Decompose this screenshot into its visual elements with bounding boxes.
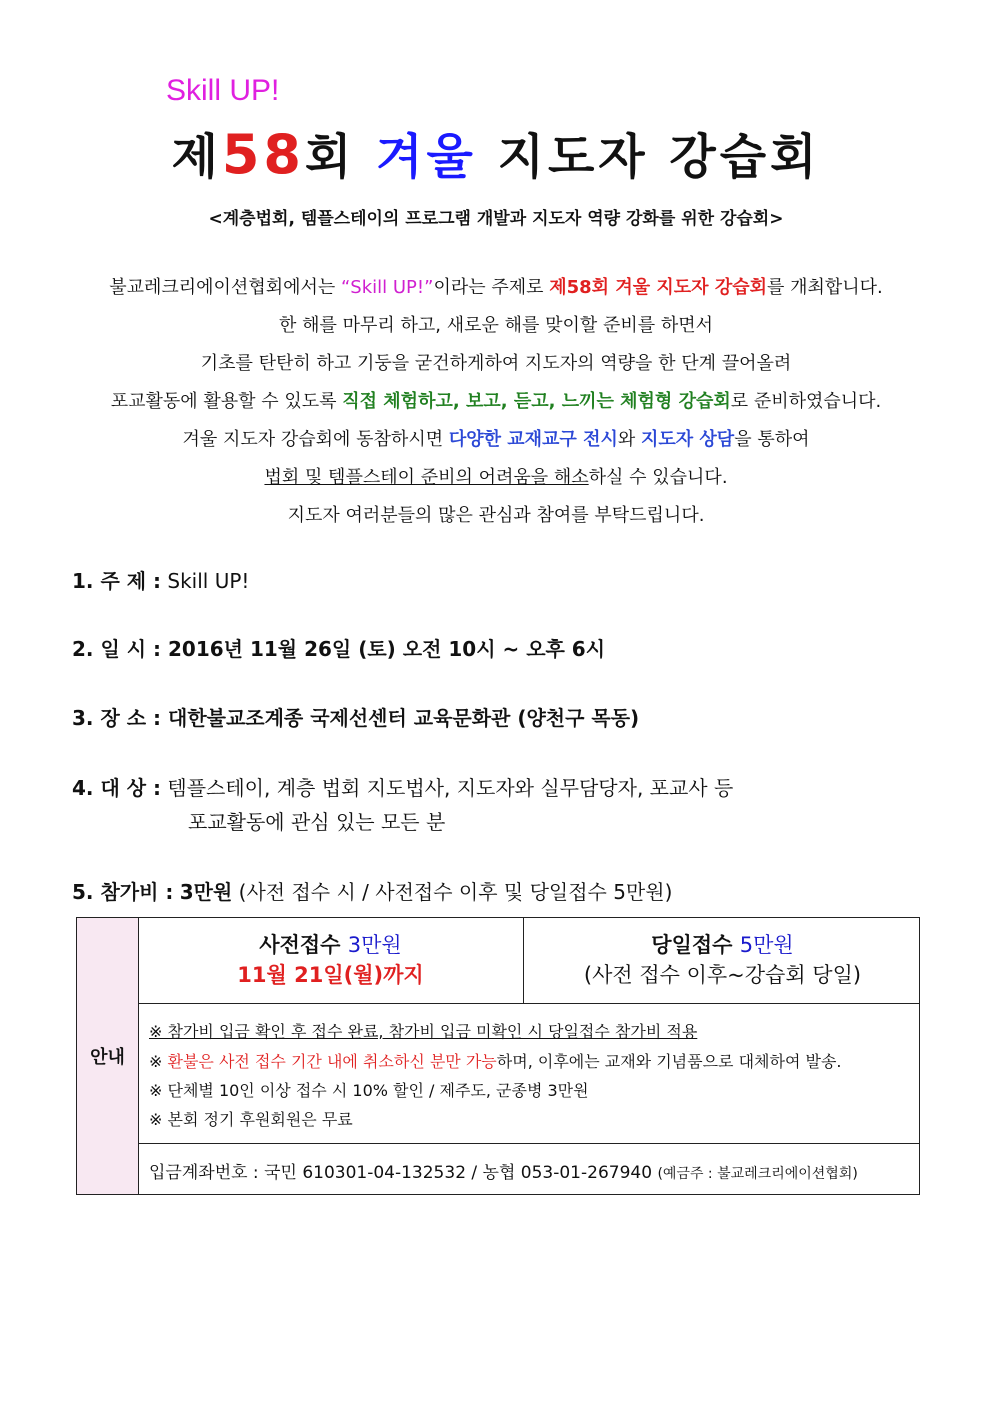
item-theme <box>72 565 249 594</box>
intro-text: 와 <box>617 429 641 450</box>
intro-highlight: 다양한 교재교구 전시 <box>448 429 618 450</box>
pre-price: 3만원 <box>347 933 402 957</box>
note-text: 하며, 이후에는 교재와 기념품으로 대체하여 발송. <box>496 1052 842 1071</box>
intro-line-7: 지도자 여러분들의 많은 관심과 참여를 부탁드립니다. <box>287 505 705 526</box>
note-1: ※ 참가비 입금 확인 후 접수 완료, 참가비 입금 미확인 시 당일접수 참가비 적용 <box>149 1022 698 1041</box>
account-numbers: 입금계좌번호 : 국민 610301-04-132532 / 농협 053-01-267940 <box>149 1163 653 1183</box>
item-label: 3. 장 소 : <box>72 706 162 730</box>
day-note: (사전 접수 이후~강습회 당일) <box>583 963 862 987</box>
item-value: 2016년 11월 26일 (토) 오전 10시 ~ 오후 6시 <box>168 637 606 661</box>
intro-theme: “Skill UP!” <box>340 277 434 298</box>
intro-highlight: 지도자 상담 <box>640 429 735 450</box>
row-divider <box>138 1003 919 1004</box>
day-label: 당일접수 <box>651 933 740 957</box>
day-price: 5만원 <box>739 933 794 957</box>
pre-registration-cell <box>138 930 523 990</box>
intro-highlight: 직접 체험하고, 보고, 듣고, 느끼는 체험형 강습회 <box>342 391 731 412</box>
title-pre: 제 <box>171 129 222 185</box>
pre-deadline: 11월 21일(월)까지 <box>237 963 424 987</box>
day-registration-title <box>524 930 921 960</box>
intro-text: 를 개최합니다. <box>766 277 883 298</box>
title-post: 지도자 강습회 <box>476 129 821 185</box>
account-holder: (예금주 : 불교레크리에이션협회) <box>657 1166 858 1182</box>
intro-line-5 <box>0 425 992 451</box>
pre-label: 사전접수 <box>259 933 348 957</box>
item-label: 5. 참가비 : <box>72 880 174 904</box>
info-table <box>76 917 920 1195</box>
item-value: 대한불교조계종 국제선센터 교육문화관 (양천구 목동) <box>168 706 640 730</box>
intro-line-4 <box>0 387 992 413</box>
intro-line-2: 한 해를 마무리 하고, 새로운 해를 맞이할 준비를 하면서 <box>278 315 714 336</box>
intro-text: 을 통하여 <box>734 429 810 450</box>
intro-text: 포교활동에 활용할 수 있도록 <box>110 391 343 412</box>
intro-line-6 <box>0 463 992 489</box>
intro-underlined: 법회 및 템플스테이 준비의 어려움을 해소 <box>264 467 589 488</box>
item-value: Skill UP! <box>167 569 250 593</box>
item-value: 3만원 <box>179 880 233 904</box>
item-label: 1. 주 제 : <box>72 569 162 593</box>
note-refund: 환불은 사전 접수 기간 내에 취소하신 분만 가능 <box>167 1052 497 1071</box>
note-4: ※ 본회 정기 후원회원은 무료 <box>149 1110 353 1129</box>
item-label: 2. 일 시 : <box>72 637 162 661</box>
note-2 <box>149 1049 842 1072</box>
title-winter: 겨울 <box>376 129 477 185</box>
row-divider <box>138 1143 919 1144</box>
intro-event-name: 제58회 겨울 지도자 강습회 <box>549 277 767 298</box>
intro-text: 로 준비하였습니다. <box>730 391 882 412</box>
day-registration-cell <box>524 930 921 990</box>
intro-text: 하실 수 있습니다. <box>588 467 728 488</box>
item-target-line-2: 포교활동에 관심 있는 모든 분 <box>188 810 446 834</box>
item-fee <box>72 876 672 905</box>
item-note: (사전 접수 시 / 사전접수 이후 및 당일접수 5만원) <box>232 880 673 904</box>
tagline: Skill UP! <box>166 74 280 107</box>
title-mid: 회 <box>305 129 377 185</box>
item-value: 템플스테이, 계층 법회 지도법사, 지도자와 실무담당자, 포교사 등 <box>167 776 734 800</box>
intro-text: 이라는 주제로 <box>433 277 550 298</box>
item-place <box>72 702 639 731</box>
item-date <box>72 633 605 662</box>
subtitle: <계층법회, 템플스테이의 프로그램 개발과 지도자 역량 강화를 위한 강습회> <box>208 209 784 229</box>
intro-line-3: 기초를 탄탄히 하고 기둥을 굳건하게하여 지도자의 역량을 한 단계 끌어올려 <box>200 353 792 374</box>
page-title <box>0 118 992 187</box>
item-label: 4. 대 상 : <box>72 776 162 800</box>
intro-text: 불교레크리에이션협회에서는 <box>109 277 341 298</box>
note-mark: ※ <box>149 1052 168 1071</box>
bank-account <box>149 1158 858 1183</box>
item-target <box>72 772 733 801</box>
title-number: 58 <box>221 123 306 186</box>
info-label: 안내 <box>77 918 139 1194</box>
intro-line-1 <box>0 273 992 299</box>
intro-text: 겨울 지도자 강습회에 동참하시면 <box>182 429 449 450</box>
note-3: ※ 단체별 10인 이상 접수 시 10% 할인 / 제주도, 군종병 3만원 <box>149 1081 589 1100</box>
pre-registration-title <box>138 930 523 960</box>
